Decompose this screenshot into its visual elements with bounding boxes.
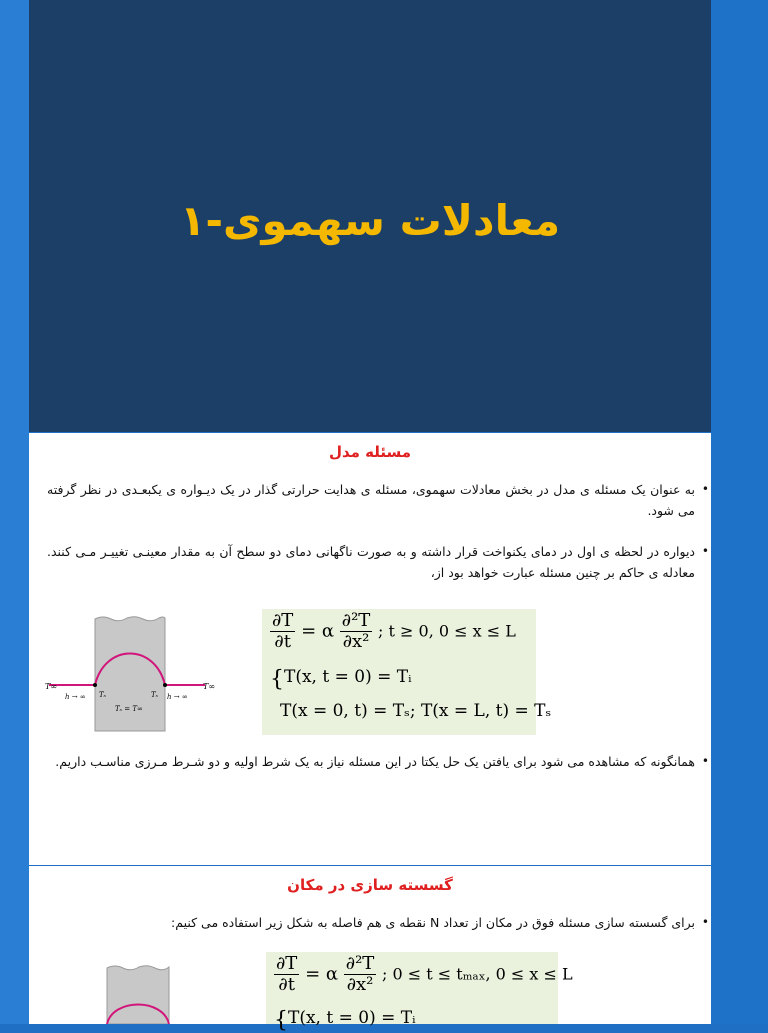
ts-right-label: Tₛ — [151, 691, 159, 699]
discretization-slide — [29, 866, 711, 1033]
h-right-label: h → ∞ — [167, 693, 188, 701]
ts-equals-label: Tₛ = T∞ — [115, 705, 143, 713]
bullet-item: • همانگونه که مشاهده می شود برای یافتن یک حل یکتا در این مسئله نیاز به یک شرط اولیه و دو شـرط مـرزی مناسـب داریم. — [47, 751, 701, 772]
initial-condition: {T(x, t = 0) = Tᵢ — [270, 667, 412, 692]
governing-equation — [266, 952, 573, 1033]
left-frame — [0, 0, 29, 1024]
bullet-item: • به عنوان یک مسئله ی مدل در بخش معادلات سهموی، مسئله ی هدایت حرارتی گذار در یک دیـواره ی یکبعـدی در نظر گرفته می شود. — [47, 479, 701, 521]
t-inf-right-label: T∞ — [203, 682, 215, 691]
slide-heading: گسسته سازی در مکان — [287, 876, 453, 894]
model-problem-slide — [29, 433, 711, 865]
slide-heading: مسئله مدل — [328, 443, 412, 461]
initial-condition: {T(x, t = 0) = Tᵢ — [274, 1008, 416, 1033]
title-slide — [29, 0, 711, 432]
h-left-label: h → ∞ — [65, 693, 86, 701]
bullet-item: • برای گسسته سازی مسئله فوق در مکان از تعداد N نقطه ی هم فاصله به شکل زیر استفاده می کنیم: — [47, 912, 701, 933]
right-frame — [711, 0, 768, 1024]
t-inf-left-label: T∞ — [45, 682, 57, 691]
boundary-conditions: T(x = 0, t) = Tₛ; T(x = L, t) = Tₛ — [280, 701, 552, 721]
wall-figure — [103, 962, 173, 1024]
wall-figure — [43, 613, 243, 733]
ts-left-label: Tₛ — [99, 691, 107, 699]
pde-line: $\frac{\partial T}{\partial t}$ = α $\frac{\text{∂²T}}{\text{∂x²}}$ ; t ≥ 0, 0 ≤ x ≤ L — [272, 610, 516, 652]
bullet-item: • دیواره در لحظه ی اول در دمای یکنواخت قرار داشته و به صورت ناگهانی دمای دو سطح آن به مقدار معینـی تغییـر مـی کنند. معادله ی حاکم بر چنین مسئله عبارت خواهد بود از، — [47, 541, 701, 583]
pde-line: $\frac{\partial T}{\partial t}$ = α $\frac{\text{∂²T}}{\text{∂x²}}$ ; 0 ≤ t ≤ tₘₐₓ, 0 ≤ x ≤ L — [276, 953, 573, 995]
slide-title: معادلات سهموی-۱ — [179, 196, 561, 245]
governing-equation — [262, 609, 552, 735]
